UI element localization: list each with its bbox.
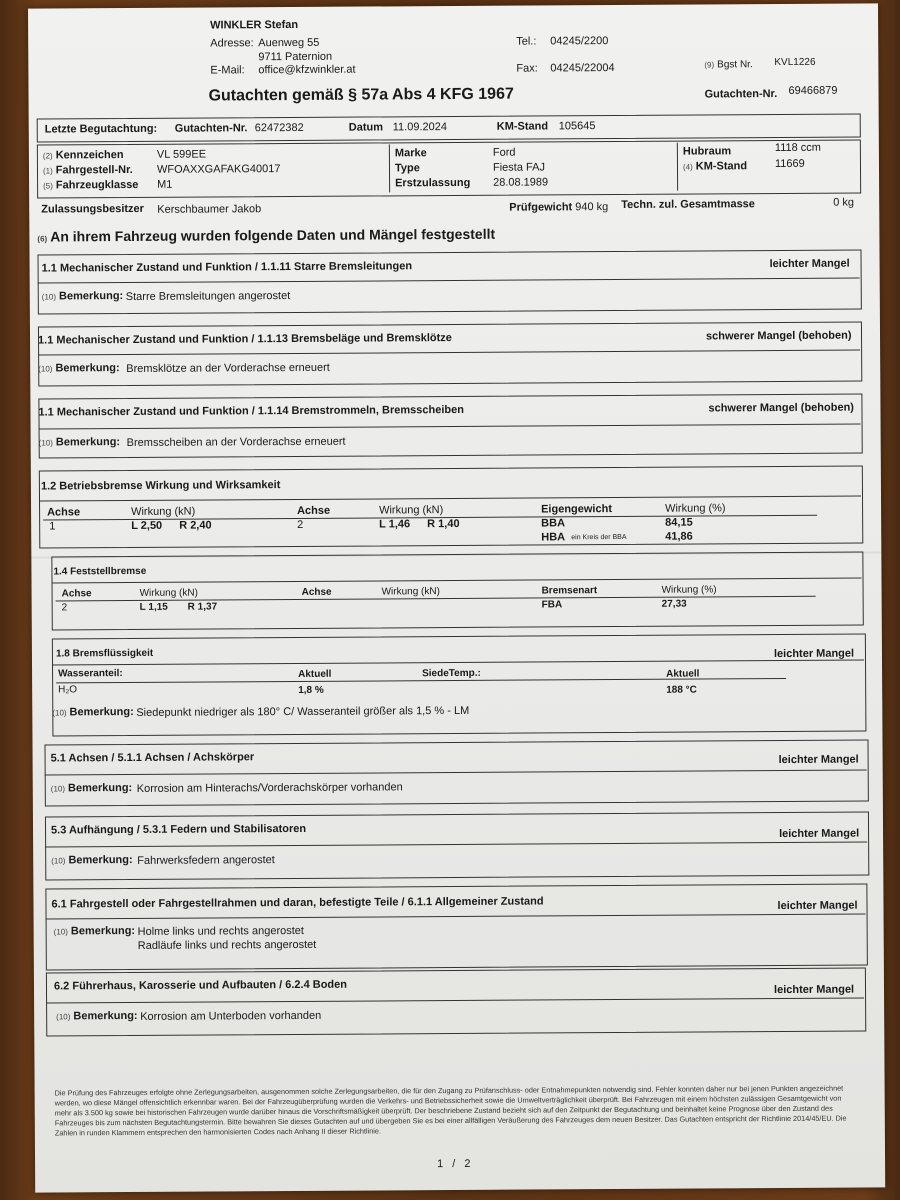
remark-label: Bemerkung:: [69, 705, 134, 719]
section-severity: schwerer Mangel (behoben): [705, 329, 852, 343]
section-remark: Korrosion am Hinterachs/Vorderachskörper vorhanden: [136, 781, 403, 795]
address-line2: 9711 Paternion: [258, 50, 333, 64]
brake12-h-wirkung-pct: Wirkung (%): [665, 502, 726, 515]
brake12-bba-label: BBA: [541, 517, 566, 530]
tel-label: Tel.:: [516, 35, 537, 48]
section-severity: schwerer Mangel (behoben): [708, 401, 854, 415]
pruefgewicht-value: 940 kg: [575, 201, 609, 214]
brake12-axle2: 2: [297, 518, 304, 531]
remark-code: (10): [51, 856, 66, 866]
last-date-value: 11.09.2024: [392, 121, 448, 134]
fluid-h2o: H₂O: [58, 684, 78, 696]
kennzeichen-value: VL 599EE: [156, 148, 207, 161]
owner-label: Zulassungsbesitzer: [41, 202, 144, 216]
remark-code: (10): [56, 1012, 71, 1022]
address-label: Adresse:: [210, 37, 254, 50]
remark-label: Bemerkung:: [73, 1009, 138, 1023]
brake12-hba-label: HBA: [541, 531, 566, 544]
page-number: 1 / 2: [437, 1157, 474, 1171]
brake-fluid-section: [52, 633, 867, 736]
brake12-h-wirkung: Wirkung (kN): [131, 505, 196, 518]
address-line1: Auenweg 55: [258, 36, 320, 50]
typ-label: Type: [394, 162, 420, 175]
brake12-hba-value: 41,86: [665, 530, 693, 543]
brake14-h-achse: Achse: [61, 588, 92, 600]
section-severity: leichter Mangel: [779, 827, 860, 841]
section-title: 1.8 Bremsflüssigkeit: [55, 647, 154, 660]
remark-label: Bemerkung:: [67, 781, 133, 795]
gesamtmasse-value: 0 kg: [833, 196, 855, 209]
section-remark: Fahrwerksfedern angerostet: [137, 854, 275, 867]
fluid-water-value: 1,8 %: [298, 684, 324, 696]
last-nr-value: 62472382: [254, 121, 304, 135]
remark-code: (10): [53, 927, 68, 937]
brake12-axle1-right: R 2,40: [179, 519, 212, 532]
section-remark: Korrosion am Unterboden vorhanden: [140, 1009, 322, 1023]
klasse-code: (5): [43, 181, 53, 191]
brake14-right: R 1,37: [187, 601, 218, 613]
klasse-label: Fahrzeugklasse: [55, 178, 139, 192]
bgst-value: KVL1226: [774, 56, 816, 69]
brake14-value: 27,33: [661, 598, 687, 610]
section-title: 1.1 Mechanischer Zustand und Funktion / 1.1.13 Bremsbeläge und Bremsklötze: [37, 332, 452, 347]
marke-value: Ford: [492, 146, 516, 159]
remark-label: Bemerkung:: [55, 436, 121, 449]
remark-code: (10): [52, 708, 67, 718]
section-remark: Bremsklötze an der Vorderachse erneuert: [126, 361, 330, 376]
tel-value: 04245/2200: [550, 35, 609, 48]
remark-code: (10): [38, 438, 53, 448]
section-title: 1.1 Mechanischer Zustand und Funktion / 1.1.14 Bremstrommeln, Bremsscheiben: [38, 403, 464, 419]
fax-value: 04245/22004: [550, 62, 615, 75]
bgst-label: Bgst Nr.: [717, 59, 753, 71]
brake12-bba-value: 84,15: [665, 516, 693, 529]
brake14-type: FBA: [541, 599, 563, 611]
fluid-current-label-2: Aktuell: [666, 668, 700, 680]
section-title: 5.1 Achsen / 5.1.1 Achsen / Achskörper: [50, 751, 255, 765]
brake14-h-wirkung-pct: Wirkung (%): [661, 584, 717, 596]
kennzeichen-label: Kennzeichen: [55, 149, 124, 162]
section-remark: Starre Bremsleitungen angerostet: [125, 289, 291, 304]
gutachten-label: Gutachten-Nr.: [704, 88, 778, 101]
gutachten-number: 69466879: [788, 84, 838, 97]
section-title: 5.3 Aufhängung / 5.3.1 Federn und Stabilisatoren: [50, 822, 307, 837]
section-title: 6.1 Fahrgestell oder Fahrgestellrahmen und daran, befestigte Teile / 6.1.1 Allgemeiner Zustand: [51, 895, 544, 911]
fgnr-code: (1): [42, 166, 53, 176]
owner-value: Kerschbaumer Jakob: [157, 203, 262, 216]
hubraum-value: 1118 ccm: [774, 141, 821, 155]
brake12-h-achse: Achse: [47, 506, 81, 519]
owner-name: WINKLER Stefan: [210, 18, 299, 32]
klasse-value: M1: [157, 178, 173, 191]
section-severity: leichter Mangel: [777, 899, 858, 913]
brake14-h-wirkung-2: Wirkung (kN): [381, 586, 440, 598]
email-label: E-Mail:: [210, 64, 245, 77]
fgnr-label: Fahrgestell-Nr.: [55, 163, 133, 177]
section-severity: leichter Mangel: [773, 647, 855, 661]
last-nr-label: Gutachten-Nr.: [174, 122, 248, 135]
remark-code: (10): [41, 292, 57, 302]
brake14-title: 1.4 Feststellbremse: [53, 565, 147, 578]
section-remark: Siedepunkt niedriger als 180° C/ Wasseranteil größer als 1,5 % - LM: [136, 704, 470, 719]
fluid-water-label: Wasseranteil:: [58, 668, 123, 680]
remark-code: (10): [38, 364, 53, 374]
last-km-label: KM-Stand: [496, 120, 549, 133]
remark-label: Bemerkung:: [58, 290, 124, 303]
brake12-axle2-left: L 1,46: [379, 518, 411, 531]
last-inspection-label: Letzte Begutachtung:: [44, 122, 158, 136]
email-value: office@kfzwinkler.at: [258, 63, 356, 77]
remark-label: Bemerkung:: [55, 362, 120, 375]
defects-heading: An ihrem Fahrzeug wurden folgende Daten und Mängel festgestellt: [50, 225, 496, 245]
brake14-left: L 1,15: [139, 601, 168, 613]
brake12-h-wirkung-2: Wirkung (kN): [379, 504, 444, 517]
document-title: Gutachten gemäß § 57a Abs 4 KFG 1967: [208, 85, 514, 105]
fluid-boil-value: 188 °C: [666, 684, 697, 696]
last-km-value: 105645: [558, 120, 596, 133]
kennzeichen-code: (2): [42, 151, 53, 161]
marke-label: Marke: [394, 147, 427, 160]
km-label: KM-Stand: [695, 160, 748, 173]
gesamtmasse-label: Techn. zul. Gesamtmasse: [621, 198, 755, 211]
section-severity: leichter Mangel: [773, 983, 855, 997]
section-remark: Bremsscheiben an der Vorderachse erneuert: [126, 435, 346, 450]
remark-label: Bemerkung:: [68, 853, 133, 867]
brake14-h-art: Bremsenart: [541, 585, 598, 597]
erstzulassung-value: 28.08.1989: [493, 176, 549, 189]
section-severity: leichter Mangel: [778, 753, 859, 767]
km-value: 11669: [774, 157, 805, 171]
brake14-h-achse-2: Achse: [301, 586, 332, 598]
km-code: (4): [682, 162, 693, 172]
brake14-h-wirkung: Wirkung (kN): [139, 587, 198, 599]
remark-label: Bemerkung:: [70, 924, 136, 938]
section-title: 1.1 Mechanischer Zustand und Funktion / 1.1.11 Starre Bremsleitungen: [41, 260, 413, 275]
fgnr-value: WFOAXXGAFAKG40017: [156, 163, 281, 176]
section-remark-2: Radläufe links und rechts angerostet: [137, 938, 317, 952]
brake12-axle1-left: L 2,50: [131, 519, 163, 532]
remark-code: (10): [50, 784, 66, 794]
brake14-axle: 2: [61, 602, 68, 614]
hubraum-label: Hubraum: [682, 145, 732, 158]
brake12-h-achse-2: Achse: [297, 504, 331, 517]
section-severity: leichter Mangel: [769, 257, 850, 271]
last-inspection-row: [37, 114, 861, 143]
brake12-hba-note: ein Kreis der BBA: [571, 533, 627, 542]
pruefgewicht-label: Prüfgewicht: [509, 201, 573, 214]
brake12-axle2-right: R 1,40: [427, 517, 460, 531]
bgst-code: (9): [704, 60, 715, 70]
fluid-current-label: Aktuell: [298, 668, 332, 680]
section-title: 6.2 Führerhaus, Karosserie und Aufbauten / 6.2.4 Boden: [53, 978, 348, 993]
section-remark: Holme links und rechts angerostet: [137, 924, 304, 938]
fax-label: Fax:: [516, 62, 538, 75]
defects-heading-code: (6): [37, 234, 48, 244]
brake12-axle1: 1: [49, 520, 56, 533]
legal-footer: Die Prüfung des Fahrzeuges erfolgte ohne Zerlegungsarbeiten, ausgenommen solche Zerlegungsarbeiten, die für den Zugang zu Prüfanschluss- oder Entnahmepunkten notwendig sind. Fehler konnten daher nur bei jenen Punkten angezeichnet werden, wo diese Mängel offensichtlich erkennbar waren. Bei der Fahrzeugüberprüfung wurden die Verkehrs- und Betriebssicherheit sowie die Umweltverträglichkeit überprüft. Bei Fahrzeugen mit einem höchsten zulässigen Gesamtgewicht von mehr als 3.500 kg sowie bei historischen Fahrzeugen wurde darüber hinaus die Vorschriftsmäßigkeit überprüft. Der beschriebene Zustand bezieht sich auf den Zeitpunkt der Begutachtung und beinhaltet keine Prognose über den Zustand des Fahrzeuges bis zum nächsten Begutachtungstermin. Bitte bewahren Sie dieses Gutachten auf und übergeben Sie es bei einer allfälligen Veräußerung des Fahrzeuges dem neuen Besitzer. Das Gutachten entspricht der Richtlinie 2014/45/EU. Die Zahlen in runden Klammern entsprechen den harmonisierten Codes nach Anhang II dieser Richtlinie.: [54, 1083, 847, 1138]
last-date-label: Datum: [348, 121, 384, 134]
inspection-report-sheet: [28, 3, 885, 1192]
typ-value: Fiesta FAJ: [492, 161, 545, 174]
brake12-title: 1.2 Betriebsbremse Wirkung und Wirksamkeit: [40, 479, 281, 493]
brake12-h-eigen: Eigengewicht: [541, 503, 613, 516]
erstzulassung-label: Erstzulassung: [395, 176, 471, 190]
fluid-boil-label: SiedeTemp.:: [422, 667, 481, 680]
